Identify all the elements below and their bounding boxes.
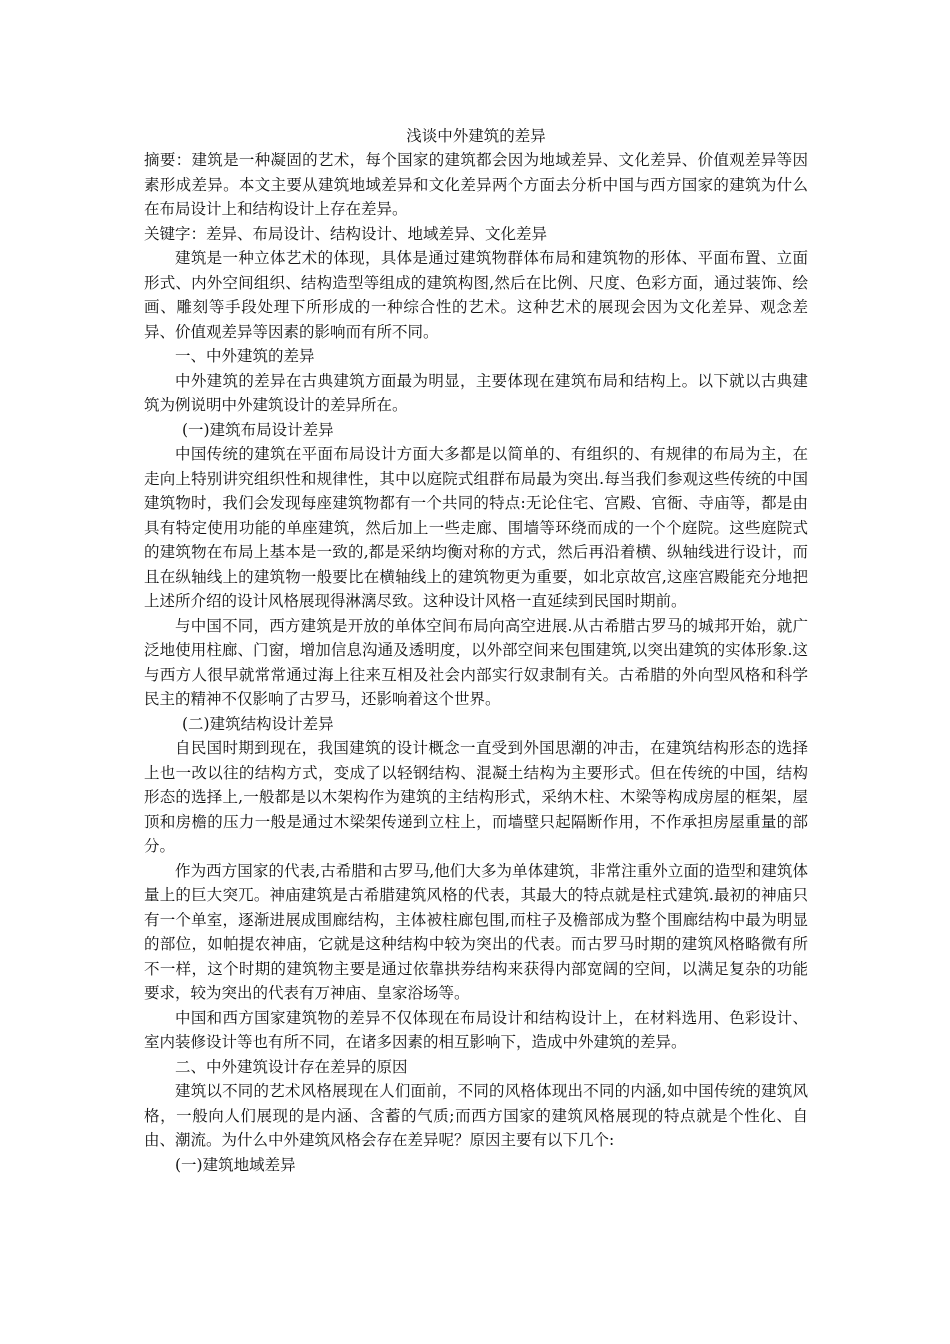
subsection-heading-structure: (二)建筑结构设计差异 [182,714,334,733]
layout-paragraph-west: 与中国不同，西方建筑是开放的单体空间布局向高空进展.从古希腊古罗马的城邦开始，就广泛地使用柱廊、门窗，增加信息沟通及透明度，以外部空间来包围建筑,以突出建筑的实体形象.这与西方人很早就常常通过海上往来互相及社会内部实行奴隶制有关。古希腊的外向型风格和科学民主的精神不仅影响了古罗马，还影响着这个世界。 [144,616,808,708]
abstract: 摘要：建筑是一种凝固的艺术，每个国家的建筑都会因为地域差异、文化差异、价值观差异等因素形成差异。本文主要从建筑地域差异和文化差异两个方面去分析中国与西方国家的建筑为什么在布局设计上和结构设计上存在差异。 [144,151,808,218]
layout-paragraph-china: 中国传统的建筑在平面布局设计方面大多都是以简单的、有组织的、有规律的布局为主，在走向上特别讲究组织性和规律性，其中以庭院式组群布局最为突出.每当我们参观这些传统的中国建筑物时，我们会发现每座建筑物都有一个共同的特点:无论住宅、宫殿、官衙、寺庙等，都是由具有特定使用功能的单座建筑，然后加上一些走廊、围墙等环绕而成的一个个庭院。这些庭院式的建筑物在布局上基本是一致的,都是采纳均衡对称的方式，然后再沿着横、纵轴线进行设计，而且在纵轴线上的建筑物一般要比在横轴线上的建筑物更为重要，如北京故宫,这座宫殿能充分地把上述所介绍的设计风格展现得淋漓尽致。这种设计风格一直延续到民国时期前。 [144,445,808,610]
intro-paragraph: 建筑是一种立体艺术的体现，具体是通过建筑物群体布局和建筑物的形体、平面布置、立面形式、内外空间组织、结构造型等组成的建筑构图,然后在比例、尺度、色彩方面，通过装饰、绘画、雕刻等手段处理下所形成的一种综合性的艺术。这种艺术的展现会因为文化差异、观念差异、价值观差异等因素的影响而有所不同。 [144,249,808,341]
structure-paragraph-summary: 中国和西方国家建筑物的差异不仅体现在布局设计和结构设计上，在材料选用、色彩设计、室内装修设计等也有所不同，在诸多因素的相互影响下，造成中外建筑的差异。 [144,1008,808,1051]
section1-intro-paragraph: 中外建筑的差异在古典建筑方面最为明显，主要体现在建筑布局和结构上。以下就以古典建筑为例说明中外建筑设计的差异所在。 [144,371,808,414]
document-body [144,124,808,1177]
document-title: 浅谈中外建筑的差异 [406,127,546,145]
keywords: 关键字：差异、布局设计、结构设计、地域差异、文化差异 [144,224,548,243]
subsection-heading-region: (一)建筑地域差异 [175,1155,296,1174]
subsection-heading-layout: (一)建筑布局设计差异 [182,420,334,439]
section2-intro-paragraph: 建筑以不同的艺术风格展现在人们面前，不同的风格体现出不同的内涵,如中国传统的建筑风格，一般向人们展现的是内涵、含蓄的气质;而西方国家的建筑风格展现的特点就是个性化、自由、潮流。为什么中外建筑风格会存在差异呢？原因主要有以下几个: [144,1082,808,1149]
section-heading-1: 一、中外建筑的差异 [175,347,315,365]
structure-paragraph-west: 作为西方国家的代表,古希腊和古罗马,他们大多为单体建筑，非常注重外立面的造型和建筑体量上的巨大突兀。神庙建筑是古希腊建筑风格的代表，其最大的特点就是柱式建筑.最初的神庙只有一个单室，逐渐进展成围廊结构，主体被柱廊包围,而柱子及檐部成为整个围廊结构中最为明显的部位，如帕提农神庙，它就是这种结构中较为突出的代表。而古罗马时期的建筑风格略微有所不一样，这个时期的建筑物主要是通过依靠拱券结构来获得内部宽阔的空间，以满足复杂的功能要求，较为突出的代表有万神庙、皇家浴场等。 [144,861,808,1002]
structure-paragraph-china: 自民国时期到现在，我国建筑的设计概念一直受到外国思潮的冲击，在建筑结构形态的选择上也一改以往的结构方式，变成了以轻钢结构、混凝土结构为主要形式。但在传统的中国，结构形态的选择上,一般都是以木架构作为建筑的主结构形式，采纳木柱、木梁等构成房屋的框架，屋顶和房檐的压力一般是通过木梁架传递到立柱上，而墙壁只起隔断作用，不作承担房屋重量的部分。 [144,739,808,855]
section-heading-2: 二、中外建筑设计存在差异的原因 [175,1057,408,1076]
